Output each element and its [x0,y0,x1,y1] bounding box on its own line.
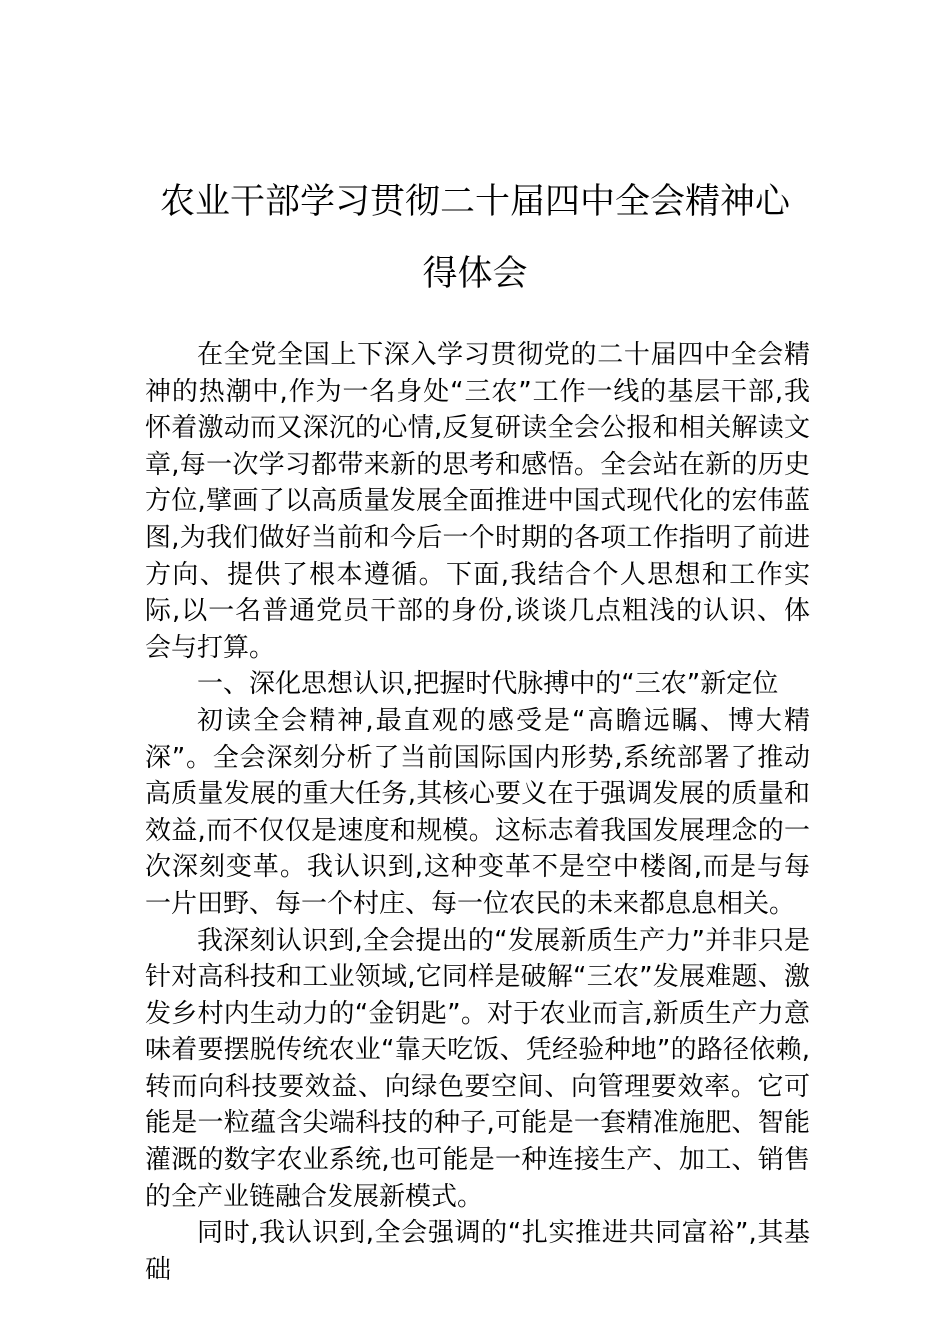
section1-paragraph-3: 同时,我认识到,全会强调的“扎实推进共同富裕”,其基础 [145,1218,810,1285]
section1-paragraph-1: 初读全会精神,最直观的感受是“高瞻远瞩、博大精深”。全会深刻分析了当前国际国内形势,系统部署了推动高质量发展的重大任务,其核心要义在于强调发展的质量和效益,而不仅仅是速度和规模。这标志着我国发展理念的一次深刻变革。我认识到,这种变革不是空中楼阁,而是与每一片田野、每一个村庄、每一位农民的未来都息息相关。 [145,705,810,919]
document-title-line-2: 得体会 [422,254,528,294]
intro-paragraph: 在全党全国上下深入学习贯彻党的二十届四中全会精神的热潮中,作为一名身处“三农”工作一线的基层干部,我怀着激动而又深沉的心情,反复研读全会公报和相关解读文章,每一次学习都带来新的思考和感悟。全会站在新的历史方位,擘画了以高质量发展全面推进中国式现代化的宏伟蓝图,为我们做好当前和今后一个时期的各项工作指明了前进方向、提供了根本遵循。下面,我结合个人思想和工作实际,以一名普通党员干部的身份,谈谈几点粗浅的认识、体会与打算。 [145,340,810,663]
document-title-line-1: 农业干部学习贯彻二十届四中全会精神心 [159,182,790,222]
document-body [145,337,810,1288]
section1-paragraph-2: 我深刻认识到,全会提出的“发展新质生产力”并非只是针对高科技和工业领域,它同样是破解“三农”发展难题、激发乡村内生动力的“金钥匙”。对于农业而言,新质生产力意味着要摆脱传统农业“靠天吃饭、凭经验种地”的路径依赖,转而向科技要效益、向绿色要空间、向管理要效率。它可能是一粒蕴含尖端科技的种子,可能是一套精准施肥、智能灌溉的数字农业系统,也可能是一种连接生产、加工、销售的全产业链融合发展新模式。 [145,925,810,1212]
section-heading-1: 一、深化思想认识,把握时代脉搏中的“三农”新定位 [197,669,779,700]
